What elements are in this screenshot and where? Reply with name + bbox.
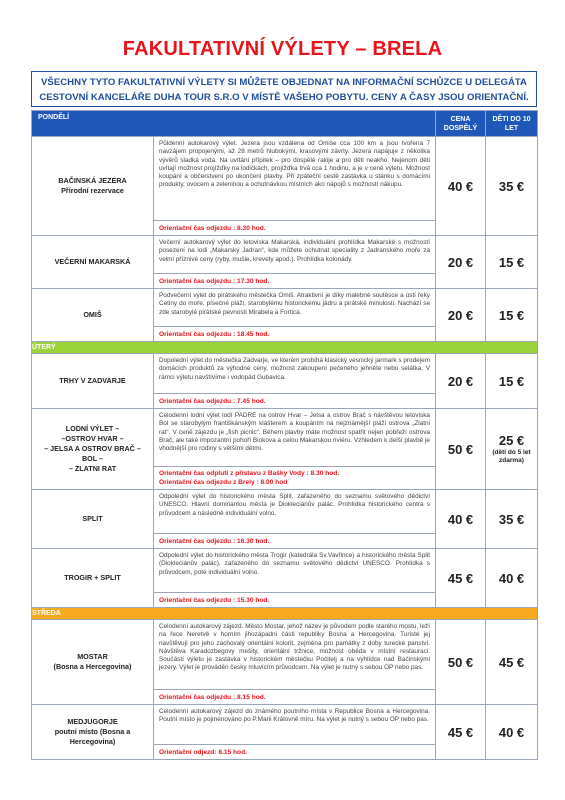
trip-description: Odpolední výlet do historického města Trogir (katedrála Sv.Vavřince) a historického města Split (Diokleciánův palác), zařazeného do seznamu světového dědictví UNESCO. Prohlídka s průvodcem, poté individuální volno. <box>154 549 436 593</box>
adult-price: 45 € <box>436 549 486 608</box>
page-title: FAKULTATIVNÍ VÝLETY – BRELA <box>122 38 443 60</box>
departure-time: Orientační čas odjezdu : 16.30 hod. <box>154 534 436 549</box>
adult-price: 40 € <box>436 490 486 549</box>
day-label: STŘEDA <box>32 608 538 620</box>
adult-price: 20 € <box>436 354 486 409</box>
departure-time: Orientační odjezd: 8.15 hod. <box>154 745 436 760</box>
adult-price: 20 € <box>436 236 486 289</box>
departure-time: Orientační čas odjezdu : 7.45 hod. <box>154 394 436 409</box>
child-price-cell <box>486 409 538 490</box>
trip-title: OMIŠ <box>83 310 102 319</box>
table-header <box>32 111 538 137</box>
day-header-monday: PONDĚLÍ <box>32 111 436 137</box>
trip-description: Večerní autokarový výlet do letoviska Makarská, individuální prohlídka Makarské s možností posezení na lodi „Makarský Jadran“, kde můžete ochutnat speciality z Jadranského moře za velmi příznivé ceny (ryby, mušle, krevety apod.). Prohlídka kolonády. <box>154 236 436 274</box>
adult-price-header: CENA DOSPĚLÝ <box>436 111 486 137</box>
trip-title: SPLIT <box>82 514 103 523</box>
trip-title: MEDJUGORJE <box>67 717 118 726</box>
trip-title: MOSTAR <box>77 652 108 661</box>
departure-time: Orientační čas odjezdu : 17.30 hod. <box>154 274 436 289</box>
trip-name <box>32 705 154 760</box>
child-price: 40 € <box>486 549 538 608</box>
trip-name <box>32 409 154 490</box>
trip-name <box>32 354 154 409</box>
trip-description: Dopolední výlet do městečka Zadvarje, ve kterém probíhá klasický vesnický jarmark s prodejem domácích produktů za výhodné ceny, možnost zakoupení pečeného jehněte nebo selátka. V rámci výletu navštívíme i vodopád Gubavica. <box>154 354 436 394</box>
child-price-header: DĚTI DO 10 LET <box>486 111 538 137</box>
trip-row <box>32 620 538 690</box>
trip-name <box>32 137 154 236</box>
trip-row <box>32 549 538 593</box>
trip-name <box>32 289 154 342</box>
booking-notice <box>31 71 537 107</box>
child-price: 15 € <box>486 236 538 289</box>
child-price: 35 € <box>486 490 538 549</box>
trip-row <box>32 137 538 221</box>
child-price: 45 € <box>486 620 538 705</box>
day-section-wednesday <box>32 608 538 620</box>
departure-time: Orientační čas odplutí z přístavu z Bašky Vody : 8.30 hod. Orientační čas odjezdu z Brely : 8.00 hod <box>154 467 436 490</box>
child-price: 35 € <box>486 137 538 236</box>
trip-description: Celodenní autokarový zájezd. Město Mostar, jehož název je původem podle starého mostu, leží na řece Neretvě v horním jihozápadní části republiky Bosna a Hercegovina. Turisté jej navštěvují pro jeho zachovalý orientální kolorit, zejména pro památky z doby turecké panství. Návštěva Karadozbegovy mešity, orientální tržnice, možnost oběda v místní restauraci. Součástí výletu je zastávka v historickém městečku Počitelj a na vyhlídce nad Bačinskými jezery. Výlet je prováděn česky mluvícím průvodcem. Na výlet je nutný s sebou OP nebo pas. <box>154 620 436 690</box>
trip-description: Celodenní autokarový zájezd do známého poutního místa v Republice Bosna a Hercegovina. Poutní místo je pojmenováno po P.Marii Královně míru. Na výlet je nutný s sebou OP nebo pas. <box>154 705 436 745</box>
trip-subtitle: (Bosna a Hercegovina) <box>53 662 132 671</box>
trip-name <box>32 620 154 705</box>
trip-row <box>32 236 538 274</box>
adult-price: 45 € <box>436 705 486 760</box>
notice-line-1: VŠECHNY TYTO FAKULTATIVNÍ VÝLETY SI MŮŽETE OBJEDNAT NA INFORMAČNÍ SCHŮZCE U DELEGÁTA <box>41 77 527 88</box>
trip-description: Půldenní autokarový výlet. Jezera jsou vzdálena od Omiše cca 100 km a jsou tvořena 7 navzájem propojenými, až 28 metrů hlubokými, krasovými závrty. Jezera napájuje z několika vývěrů sladká voda. Na uvítání přípitek – pro dospělé rakije a pro děti neakho. Nejenom děti uvítají možnost projížďky na lodičkách, projížďka trvá cca 1 hodinu, a je v ceně výletu. Možnost koupání a občerstvení po ukončení plavby. Při zpáteční cestě zastávka u stánku s domácími produkty, ovocem a zeleninou a ochutnávkou místních ako nápojů s možností nákupu. <box>154 137 436 221</box>
trip-title: TROGIR + SPLIT <box>64 573 121 582</box>
trip-name <box>32 236 154 289</box>
adult-price: 50 € <box>436 620 486 705</box>
child-price: 15 € <box>486 354 538 409</box>
departure-time: Orientační čas odjezdu : 18.45 hod. <box>154 327 436 342</box>
adult-price: 40 € <box>436 137 486 236</box>
trip-title: VEČERNÍ MAKARSKÁ <box>54 257 131 266</box>
notice-line-2: CESTOVNÍ KANCELÁŘE DUHA TOUR S.R.O V MÍSTĚ VAŠEHO POBYTU. CENY A ČASY JSOU ORIENTAČNÍ. <box>39 92 529 103</box>
adult-price: 50 € <box>436 409 486 490</box>
trip-description: Odpolední výlet do historického města Split, zařazeného do seznamu světového dědictví UNESCO. Hlavní dominantou města je Diokleciánův palác. Prohlídka historického centra s průvodcem a následně individuální volno. <box>154 490 436 534</box>
trip-row <box>32 289 538 327</box>
child-price: 15 € <box>486 289 538 342</box>
departure-time: Orientační čas odjezdu : 8.15 hod. <box>154 690 436 705</box>
trip-description: Podvečerní výlet do pirátského městečka Omiš. Atraktivní je díky malebné soutěsce a ústí řeky Cetiny do moře, písečné pláži, starobylému historickému jádru a pirátské minulosti. Nachází se zde starobylé pirátské pevnosti Mirabela a Fortica. <box>154 289 436 327</box>
trip-row <box>32 354 538 394</box>
trip-title: LODNÍ VÝLET – –OSTROV HVAR – – JELSA A OSTROV BRAČ – BOL – – ZLATNI RAT <box>44 424 141 473</box>
trip-title: TRHY V ZADVARJE <box>59 376 126 385</box>
departure-time: Orientační čas odjezdu : 8.30 hod. <box>154 221 436 236</box>
trip-name <box>32 490 154 549</box>
day-label: ÚTERÝ <box>32 342 538 354</box>
adult-price: 20 € <box>436 289 486 342</box>
child-price: 40 € <box>486 705 538 760</box>
trip-row <box>32 490 538 534</box>
child-price: 25 € <box>498 433 525 448</box>
trip-description: Celodenní lodní výlet lodí PADRE na ostrov Hvar – Jelsa a ostrov Brač s návštěvou letoviska Bol se starobylým františkánským klášterem a koupáním na nejznámější pláži ostrova „Zlatni rat“. V ceně zájezdu je „fish picnic“. Během plavby máte možnost spatřit nejen pobřeží ostrova Brač, ale také impozantní pohoří Biokova a celou Makarskou riviéru. Vzhledem k delší plavbě je vhodnější pro rodiny s většími dětmi. <box>154 409 436 467</box>
trip-row <box>32 409 538 467</box>
trip-title: BAČINSKÁ JEZERA <box>58 176 127 185</box>
day-section-tuesday <box>32 342 538 354</box>
trip-row <box>32 705 538 745</box>
child-price-note: (děti do 5 let zdarma) <box>492 449 531 464</box>
trips-table <box>31 110 538 760</box>
departure-time: Orientační čas odjezdu : 15.30 hod. <box>154 593 436 608</box>
trip-name <box>32 549 154 608</box>
trip-subtitle: poutní místo (Bosna a Hercegovina) <box>54 727 131 746</box>
trip-subtitle: Přírodní rezervace <box>61 186 124 195</box>
